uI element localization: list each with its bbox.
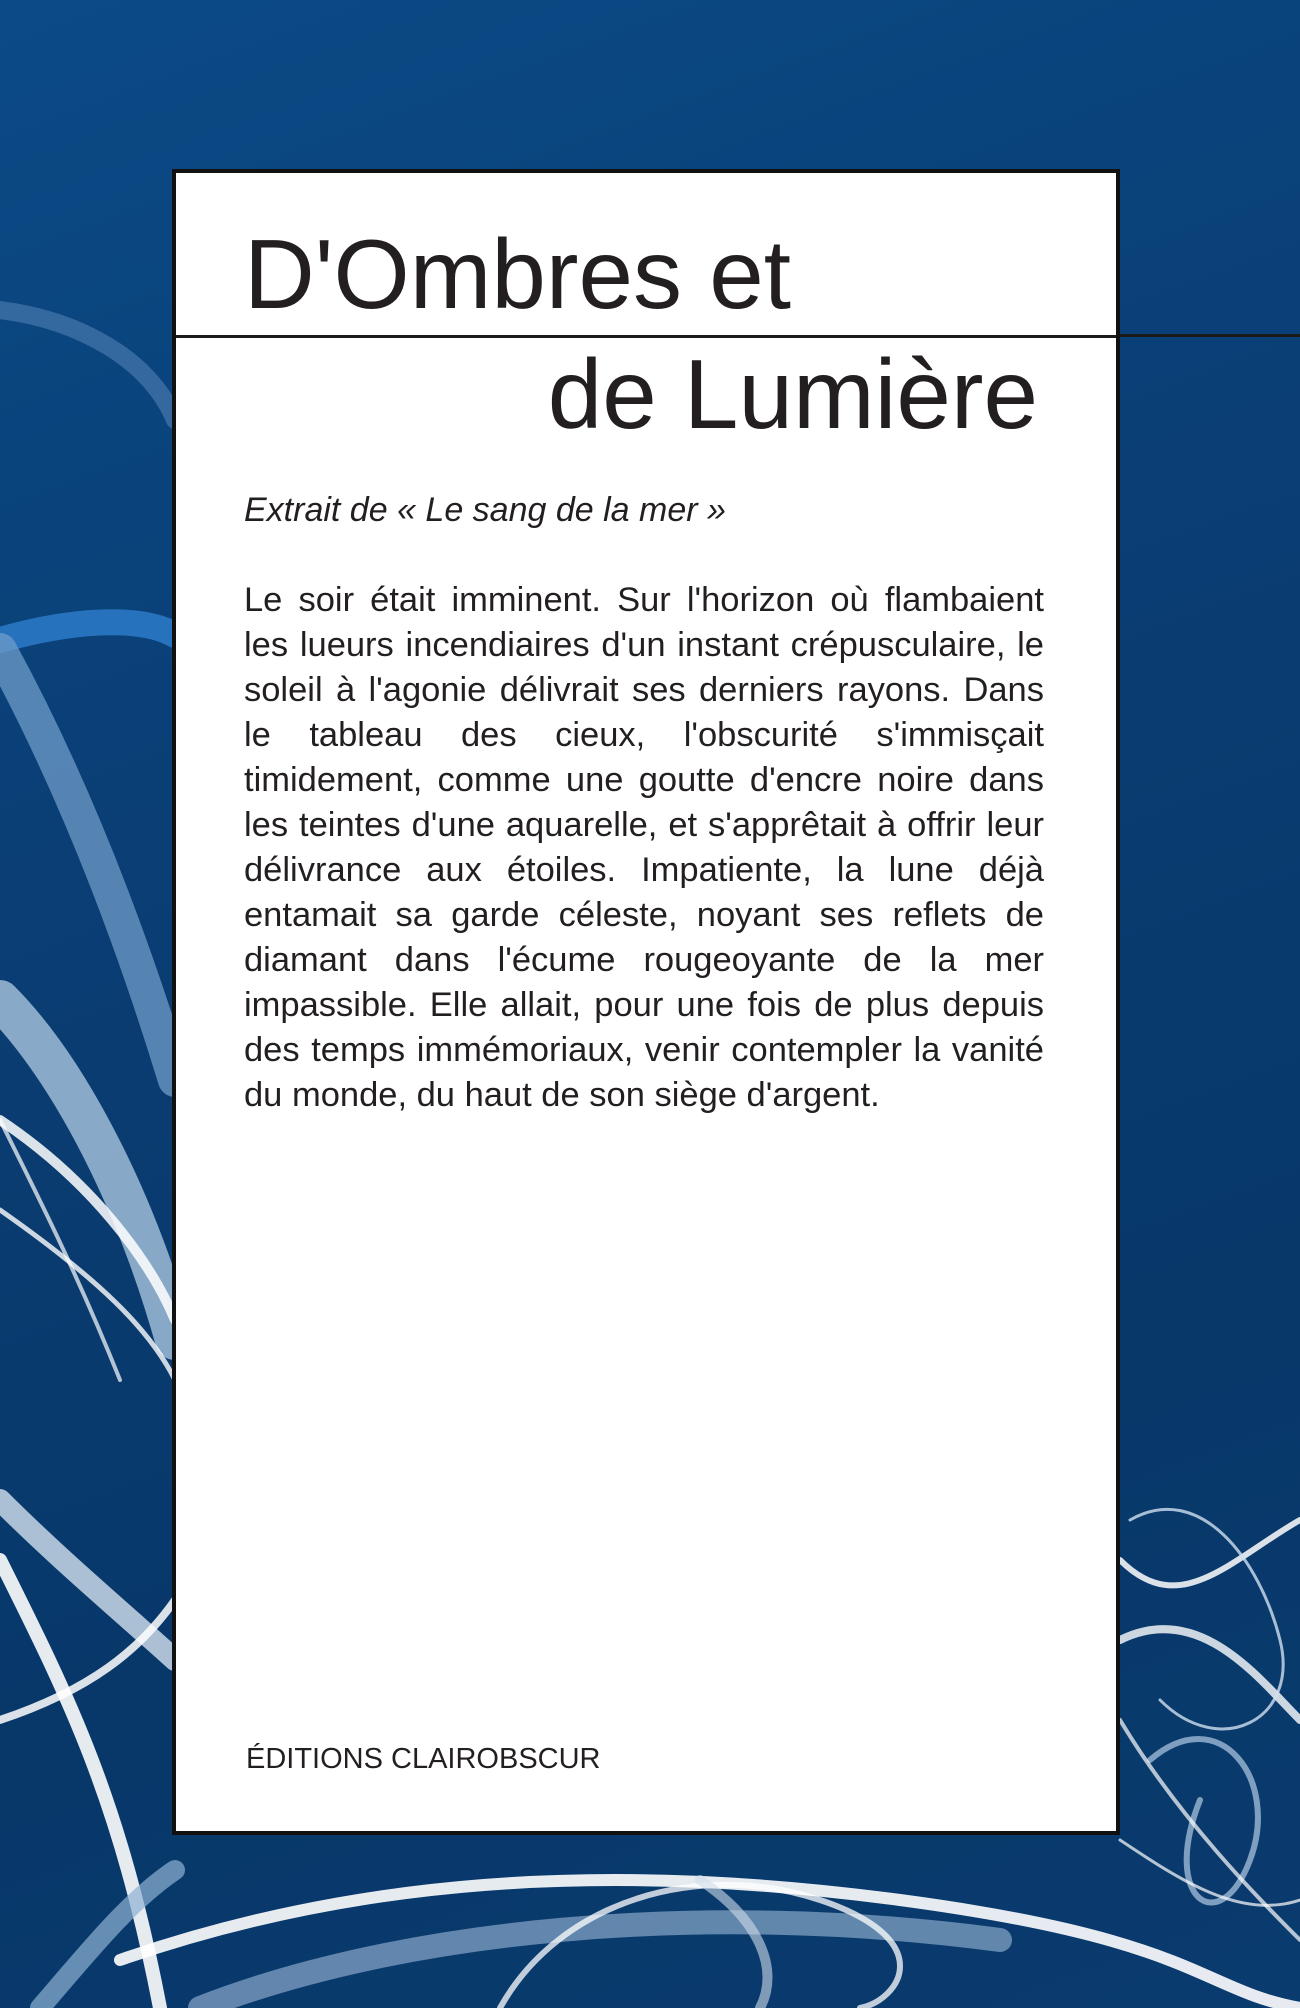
excerpt-text: Le soir était imminent. Sur l'horizon où flambaient les lueurs incendiaires d'un instant crépusculaire, le soleil à l'agonie délivrait ses derniers rayons. Dans le tableau des cieux, l'obscurité s'immisçait timidement, comme une goutte d'encre noire dans les teintes d'une aquarelle, et s'apprêtait à offrir leur délivrance aux étoiles. Impatiente, la lune déjà entamait sa garde céleste, noyant ses reflets de diamant dans l'écume rougeoyante de la mer impassible. Elle allait, pour une fois de plus depuis des temps immémoriaux, venir contempler la vanité du monde, du haut de son siège d'argent. <box>244 581 1044 1114</box>
excerpt-subtitle: Extrait de « Le sang de la mer » <box>244 491 726 529</box>
title-rule <box>176 335 1116 338</box>
text-panel <box>172 169 1120 1835</box>
publisher-name: ÉDITIONS CLAIROBSCUR <box>246 1743 601 1775</box>
title-line-1: D'Ombres et <box>244 219 791 329</box>
title-line-2: de Lumière <box>547 339 1038 449</box>
title-rule-extension <box>1120 334 1300 337</box>
